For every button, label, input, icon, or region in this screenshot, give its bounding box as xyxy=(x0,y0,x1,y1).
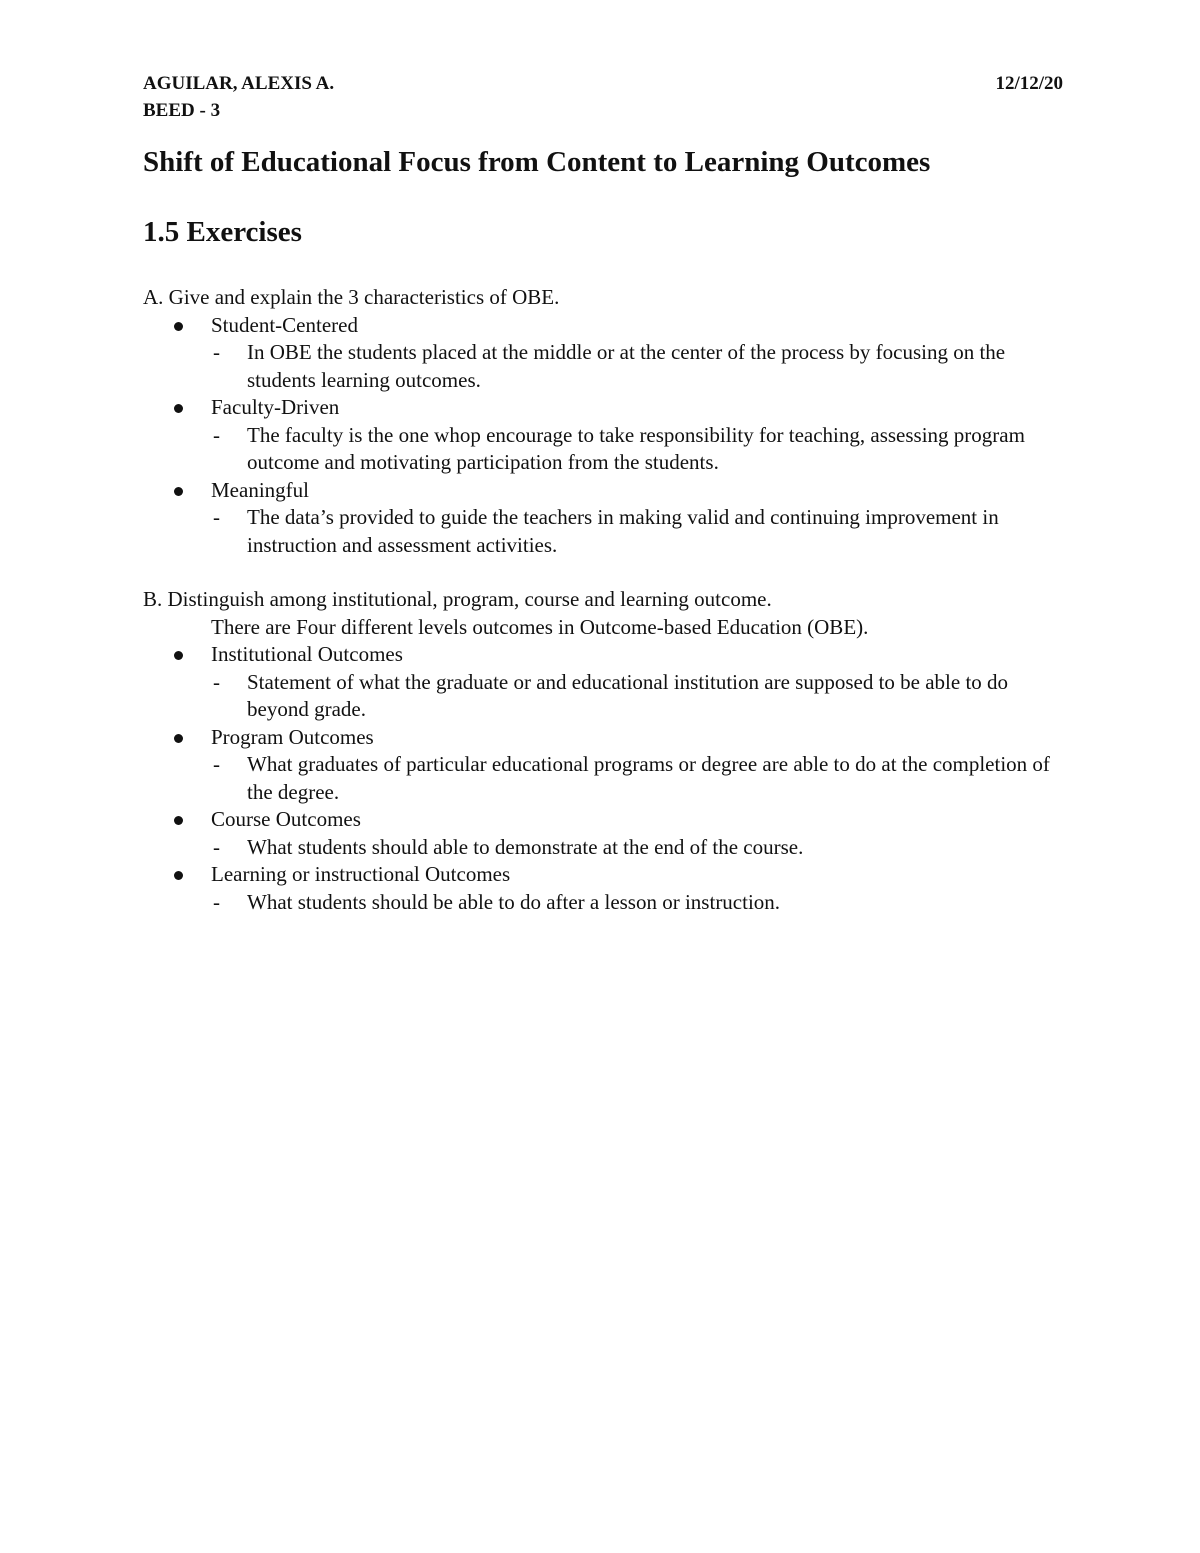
bullet-icon xyxy=(174,651,183,660)
list-item xyxy=(143,394,1063,477)
dash-marker: - xyxy=(213,669,220,694)
item-label: Meaningful xyxy=(211,477,309,502)
bullet-icon xyxy=(174,871,183,880)
list-item xyxy=(143,312,1063,395)
item-description: In OBE the students placed at the middle or at the center of the process by focusing on the students learning outcomes. xyxy=(247,340,1006,392)
dash-marker: - xyxy=(213,752,220,776)
question-b-intro: There are Four different levels outcomes in Outcome-based Education (OBE). xyxy=(211,614,869,639)
document-page xyxy=(143,70,1063,916)
dash-marker: - xyxy=(213,422,220,447)
item-label: Institutional Outcomes xyxy=(211,642,403,666)
bullet-icon xyxy=(174,487,183,496)
dash-marker: - xyxy=(213,889,220,914)
student-name: AGUILAR, ALEXIS A. xyxy=(143,73,335,94)
list-item xyxy=(143,477,1063,560)
bullet-icon xyxy=(174,816,183,825)
header-row xyxy=(143,70,1063,97)
characteristics-list xyxy=(143,312,1063,560)
item-description: What graduates of particular educational programs or degree are able to do at the completion of the degree. xyxy=(247,752,1050,804)
bullet-icon xyxy=(174,734,183,743)
dash-marker: - xyxy=(213,505,220,529)
course-section: BEED - 3 xyxy=(143,100,221,121)
list-item xyxy=(143,861,1063,916)
item-label: Learning or instructional Outcomes xyxy=(211,862,511,886)
outcomes-list xyxy=(143,641,1063,916)
bullet-icon xyxy=(174,322,183,331)
list-item xyxy=(143,724,1063,807)
item-label: Student-Centered xyxy=(211,312,358,337)
document-title: Shift of Educational Focus from Content to Learning Outcomes xyxy=(143,146,931,178)
list-item xyxy=(143,641,1063,724)
item-description: The faculty is the one whop encourage to take responsibility for teaching, assessing program outcome and motivating participation from the students. xyxy=(247,422,1025,474)
section-title: 1.5 Exercises xyxy=(143,216,302,248)
item-description: What students should able to demonstrate at the end of the course. xyxy=(247,834,804,859)
dash-marker: - xyxy=(213,340,220,364)
question-b: B. Distinguish among institutional, program, course and learning outcome. xyxy=(143,587,772,611)
item-description: What students should be able to do after a lesson or instruction. xyxy=(247,889,781,914)
item-description: Statement of what the graduate or and educational institution are supposed to be able to do beyond grade. xyxy=(247,669,1009,721)
list-item xyxy=(143,806,1063,861)
item-label: Course Outcomes xyxy=(211,807,361,831)
item-label: Program Outcomes xyxy=(211,724,374,749)
item-label: Faculty-Driven xyxy=(211,395,340,419)
document-date: 12/12/20 xyxy=(995,73,1063,94)
dash-marker: - xyxy=(213,834,220,859)
bullet-icon xyxy=(174,404,183,413)
item-description: The data’s provided to guide the teachers in making valid and continuing improvement in instruction and assessment activities. xyxy=(247,505,999,557)
question-a: A. Give and explain the 3 characteristics of OBE. xyxy=(143,285,560,309)
